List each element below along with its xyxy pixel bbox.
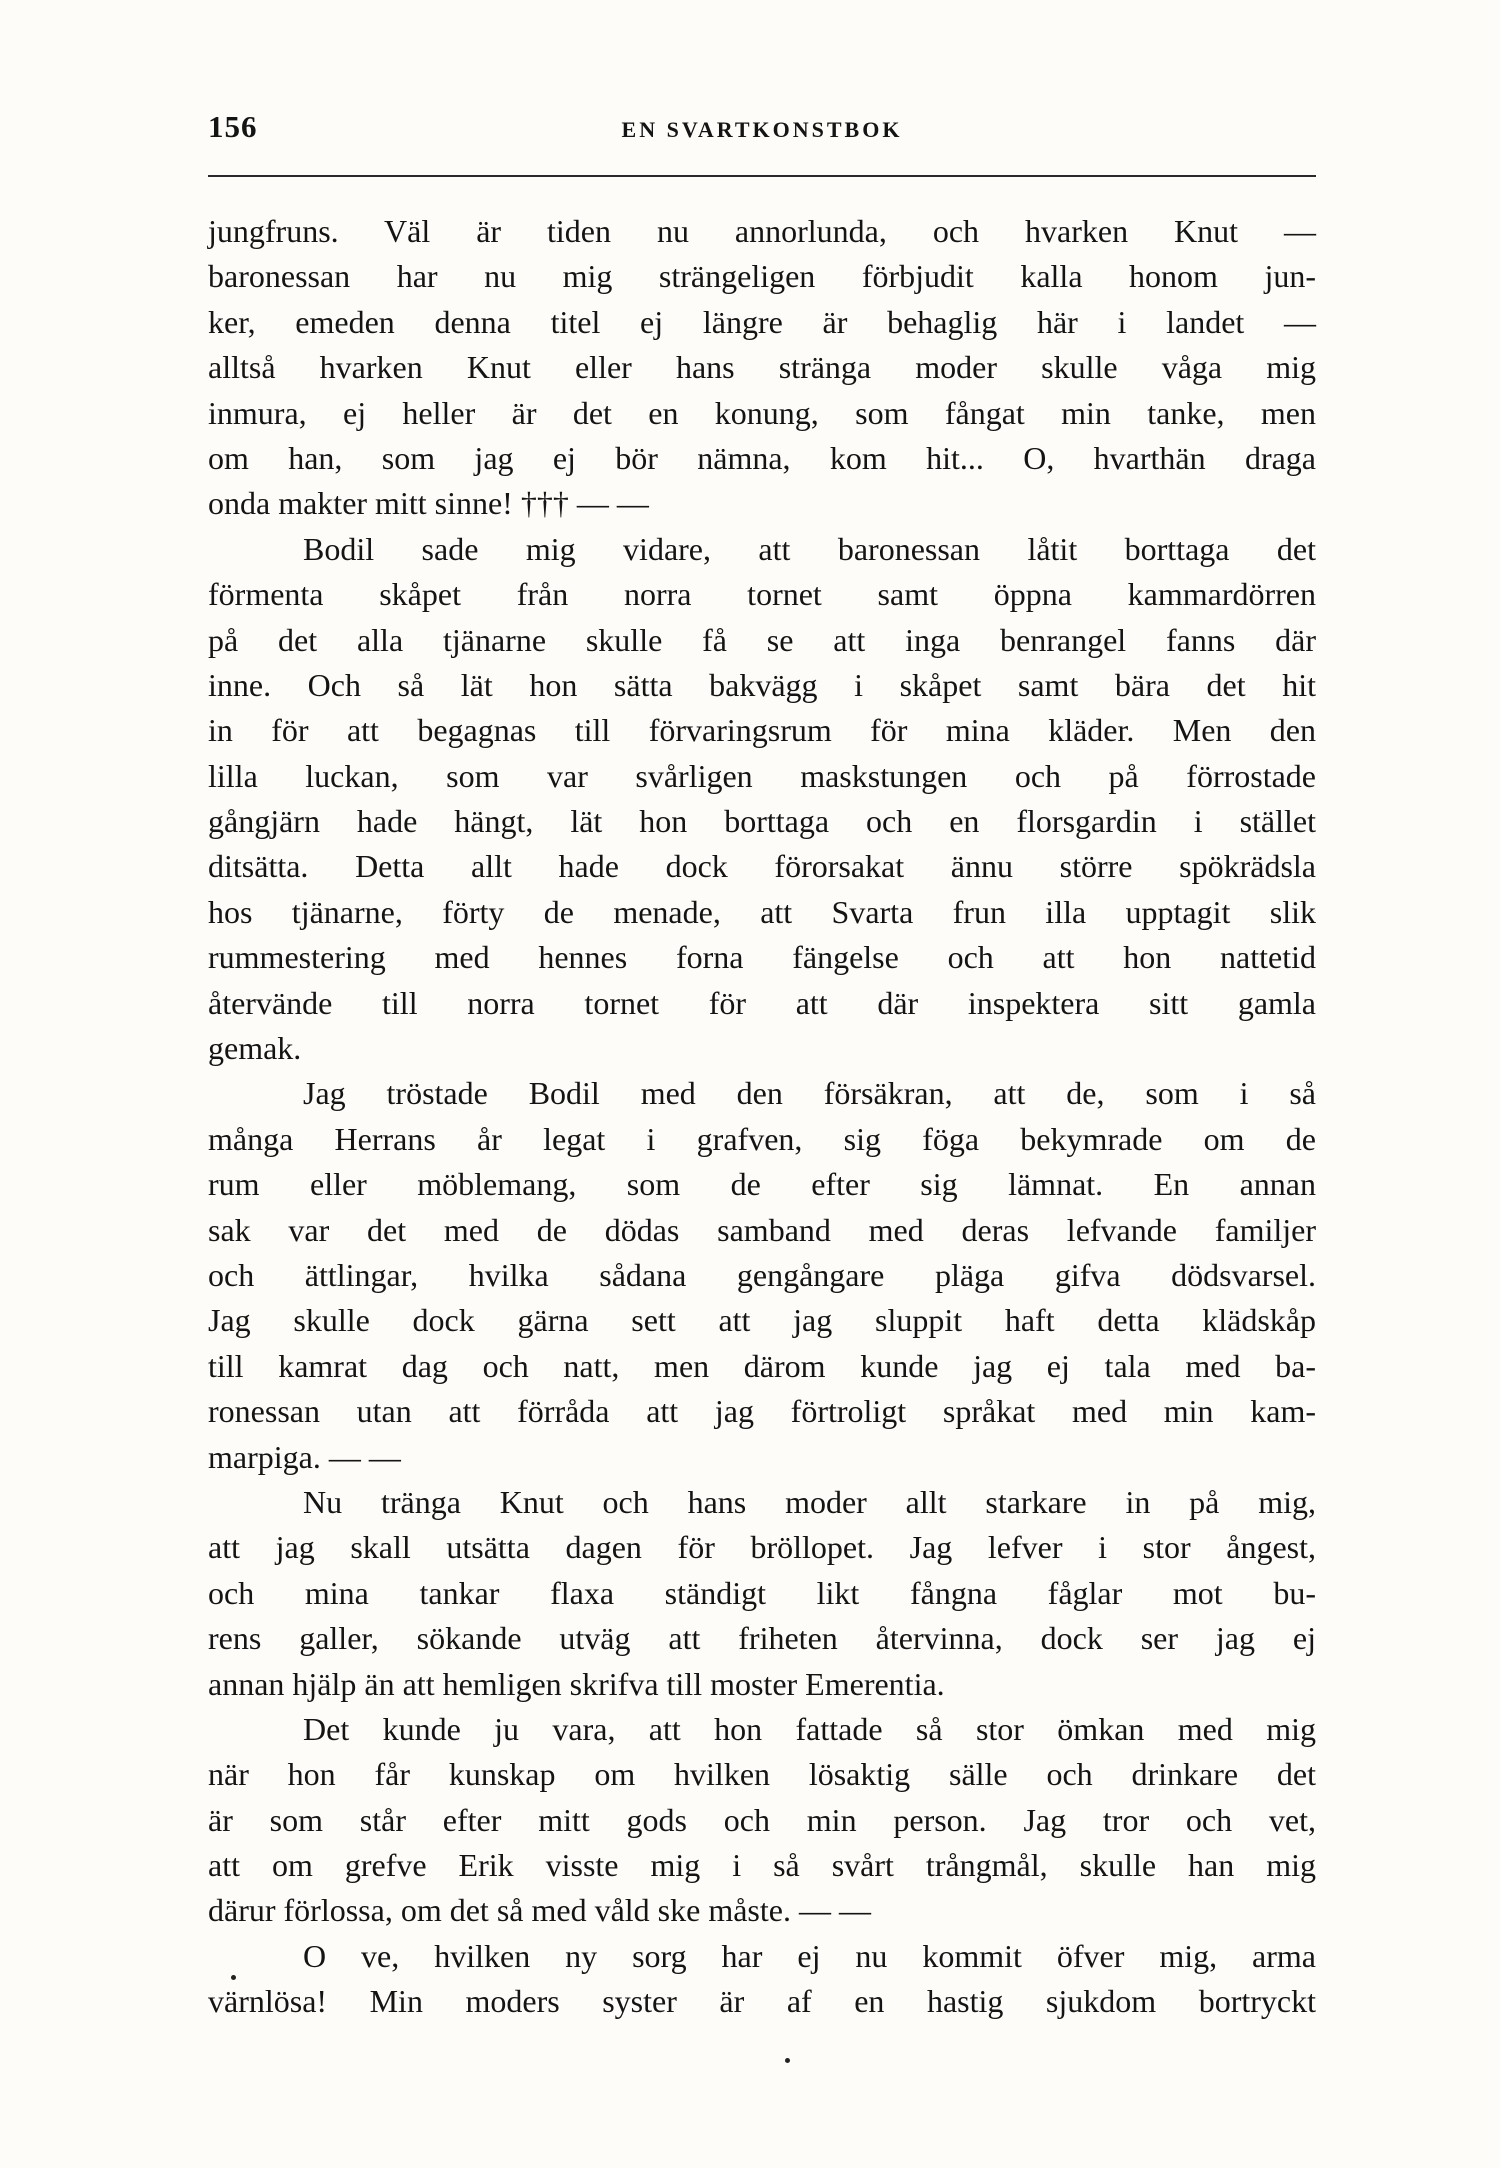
header-rule	[208, 175, 1316, 177]
text-line: annan hjälp än att hemligen skrifva till moster Emerentia.	[208, 1665, 945, 1702]
text-line: och ättlingar, hvilka sådana gengångare pläga gifva dödsvarsel.	[208, 1256, 1316, 1293]
text-line: om han, som jag ej bör nämna, kom hit... O, hvarthän draga	[208, 439, 1316, 476]
text-line: Jag skulle dock gärna sett att jag sluppit haft detta klädskåp	[208, 1302, 1316, 1339]
text-line: lilla luckan, som var svårligen maskstungen och på förrostade	[208, 757, 1316, 794]
text-line: är som står efter mitt gods och min person. Jag tror och vet,	[208, 1801, 1316, 1838]
text-line: förmenta skåpet från norra tornet samt öppna kammardörren	[208, 576, 1316, 613]
text-line: inne. Och så lät hon sätta bakvägg i skåpet samt bära det hit	[208, 666, 1316, 703]
text-line: ker, emeden denna titel ej längre är behaglig här i landet —	[208, 303, 1316, 340]
body-text	[208, 209, 1316, 2025]
text-line: värnlösa! Min moders syster är af en hastig sjukdom bortryckt	[208, 1983, 1316, 2020]
text-line: att om grefve Erik visste mig i så svårt trångmål, skulle han mig	[208, 1847, 1316, 1884]
text-line: när hon får kunskap om hvilken lösaktig sälle och drinkare det	[208, 1756, 1316, 1793]
text-line: på det alla tjänarne skulle få se att inga benrangel fanns där	[208, 621, 1316, 658]
text-line: till kamrat dag och natt, men därom kunde jag ej tala med ba-	[208, 1347, 1316, 1384]
page-number: 156	[208, 109, 258, 144]
text-line: baronessan har nu mig strängeligen förbjudit kalla honom jun-	[208, 258, 1316, 295]
running-title: EN SVARTKONSTBOK	[621, 117, 903, 142]
text-line: gångjärn hade hängt, lät hon borttaga och en florsgardin i stället	[208, 803, 1316, 840]
text-line: återvände till norra tornet för att där inspektera sitt gamla	[208, 984, 1316, 1021]
text-line: marpiga. — —	[208, 1438, 401, 1475]
text-line: att jag skall utsätta dagen för bröllopet. Jag lefver i stor ångest,	[208, 1529, 1316, 1566]
text-line: inmura, ej heller är det en konung, som fångat min tanke, men	[208, 394, 1316, 431]
text-line: O ve, hvilken ny sorg har ej nu kommit öfver mig, arma	[303, 1937, 1316, 1974]
text-line: hos tjänarne, förty de menade, att Svarta frun illa upptagit slik	[208, 893, 1316, 930]
text-line: därur förlossa, om det så med våld ske måste. — —	[208, 1892, 871, 1929]
text-line: alltså hvarken Knut eller hans stränga moder skulle våga mig	[208, 349, 1316, 386]
text-line: och mina tankar flaxa ständigt likt fångna fåglar mot bu-	[208, 1574, 1316, 1611]
text-line: onda makter mitt sinne! ††† — —	[208, 485, 649, 522]
text-line: rum eller möblemang, som de efter sig lämnat. En annan	[208, 1166, 1316, 1203]
text-line: många Herrans år legat i grafven, sig föga bekymrade om de	[208, 1120, 1316, 1157]
print-speck	[785, 2058, 790, 2063]
text-line: sak var det med de dödas samband med deras lefvande familjer	[208, 1211, 1316, 1248]
text-line: gemak.	[208, 1030, 302, 1067]
text-line: Bodil sade mig vidare, att baronessan låtit borttaga det	[303, 530, 1316, 567]
text-line: in för att begagnas till förvaringsrum för mina kläder. Men den	[208, 712, 1316, 749]
text-line: ronessan utan att förråda att jag förtroligt språkat med min kam-	[208, 1393, 1316, 1430]
print-speck	[231, 1975, 236, 1980]
text-line: jungfruns. Väl är tiden nu annorlunda, och hvarken Knut —	[208, 213, 1316, 249]
text-line: Jag tröstade Bodil med den försäkran, att de, som i så	[303, 1075, 1316, 1112]
text-line: Nu tränga Knut och hans moder allt starkare in på mig,	[303, 1483, 1316, 1520]
text-line: ditsätta. Detta allt hade dock förorsakat ännu större spökrädsla	[208, 848, 1316, 885]
running-head	[208, 105, 1316, 155]
book-page	[208, 105, 1316, 2025]
text-line: rens galler, sökande utväg att friheten återvinna, dock ser jag ej	[208, 1620, 1316, 1657]
text-line: rummestering med hennes forna fängelse och att hon nattetid	[208, 939, 1316, 976]
text-line: Det kunde ju vara, att hon fattade så stor ömkan med mig	[303, 1710, 1316, 1747]
